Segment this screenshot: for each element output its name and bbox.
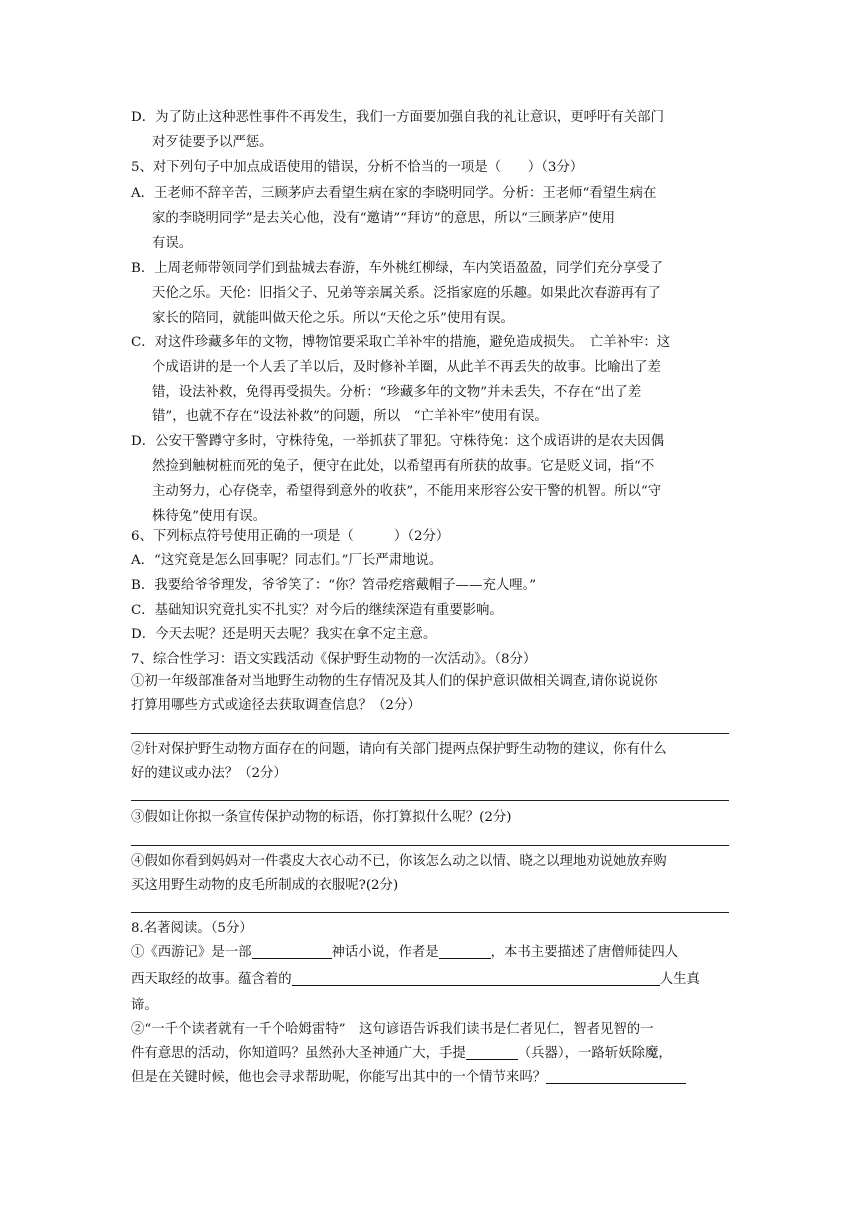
q7-part2-answer-line[interactable]	[131, 800, 729, 801]
q5-option-a-line2: 家的李晓明同学”是去关心他，没有“邀请”“拜访”的意思，所以“三顾茅庐”使用	[152, 211, 616, 226]
q8-part2-line3	[131, 1069, 731, 1087]
q8-part1-line1	[131, 944, 731, 962]
q5-option-c-line4: 错”，也就不存在“设法补救”的问题，所以 “亡羊补牢”使用有误。	[152, 409, 548, 424]
q5-option-b-line1: B．上周老师带领同学们到盐城去春游，车外桃红柳绿，车内笑语盈盈，同学们充分享受了	[131, 261, 664, 276]
q7-part1-answer-line[interactable]	[131, 733, 729, 734]
weapon-blank[interactable]	[466, 1045, 518, 1060]
q8-text: 西天取经的故事。蕴含着的	[131, 972, 292, 987]
q7-part4-answer-line[interactable]	[131, 912, 729, 913]
q5-option-c-line1: C．对这件珍藏多年的文物，博物馆要采取亡羊补牢的措施，避免造成损失。 亡羊补牢：这	[131, 335, 671, 350]
q8-part2-line2	[131, 1045, 731, 1063]
q8-part1-line3: 谛。	[131, 998, 158, 1013]
q7-part3-answer-line[interactable]	[131, 845, 729, 846]
q7-part3: ③假如让你拟一条宣传保护动物的标语，你打算拟什么呢？(2分)	[131, 810, 512, 825]
q5-option-d-line4: 株待兔”使用有误。	[152, 509, 266, 524]
q7-part2-line1: ②针对保护野生动物方面存在的问题，请向有关部门提两点保护野生动物的建议，你有什么	[131, 742, 667, 757]
q7-part1-line2: 打算用哪些方式或途径去获取调查信息？（2分）	[131, 698, 421, 713]
q5-option-a-line1: A．王老师不辞辛苦，三顾茅庐去看望生病在家的李晓明同学。分析：王老师“看望生病在	[131, 186, 657, 201]
q6-option-b: B．我要给爷爷理发，爷爷笑了：“你？笤帚疙瘩戴帽子——充人哩。”	[131, 578, 537, 593]
q8-part2-line1: ②“一千个读者就有一千个哈姆雷特” 这句谚语告诉我们读书是仁者见仁，智者见智的一	[131, 1022, 654, 1037]
q8-text: 但是在关键时候，他也会寻求帮助呢，你能写出其中的一个情节来吗？	[131, 1070, 547, 1085]
plot-blank[interactable]	[546, 1069, 686, 1084]
q8-part1-line2	[131, 971, 731, 989]
life-truth-blank[interactable]	[292, 971, 660, 986]
q8-text: 人生真	[659, 972, 700, 987]
q6-option-d: D．今天去呢？还是明天去呢？我实在拿不定主意。	[131, 627, 437, 642]
q4-option-d-line2: 对歹徒要予以严惩。	[152, 135, 273, 150]
q7-part4-line1: ④假如你看到妈妈对一件裘皮大衣心动不已，你该怎么动之以情、晓之以理地劝说她放弃购	[131, 854, 667, 869]
q5-option-b-line2: 天伦之乐。天伦：旧指父子、兄弟等亲属关系。泛指家庭的乐趣。如果此次春游再有了	[152, 286, 661, 301]
q6-option-c: C．基础知识究竟扎实不扎实？对今后的继续深造有重要影响。	[131, 603, 503, 618]
q8-text: ，本书主要描述了唐僧师徒四人	[490, 945, 679, 960]
author-blank[interactable]	[439, 944, 491, 959]
q4-option-d-line1: D．为了防止这种恶性事件不再发生，我们一方面要加强自我的礼让意识，更呼吁有关部门	[131, 110, 664, 125]
q8-text: 件有意思的活动，你知道吗？虽然孙大圣神通广大，手提	[131, 1046, 466, 1061]
q7-part4-line2: 买这用野生动物的皮毛所制成的衣服呢?(2分)	[131, 878, 399, 893]
q5-option-a-line3: 有误。	[152, 236, 193, 251]
q5-option-d-line3: 主动努力，心存侥幸，希望得到意外的收获”，不能用来形容公安干警的机智。所以“守	[152, 484, 662, 499]
q8-text: （兵器），一路斩妖除魔，	[517, 1046, 672, 1061]
q6-option-a: A．“这究竟是怎么回事呢？同志们。”厂长严肃地说。	[131, 553, 443, 568]
q6-stem: 6、下列标点符号使用正确的一项是（ ）（2分）	[131, 529, 450, 544]
q5-option-c-line2: 个成语讲的是一个人丢了羊以后，及时修补羊圈，从此羊不再丢失的故事。比喻出了差	[152, 360, 661, 375]
q5-stem: 5、对下列句子中加点成语使用的错误，分析不恰当的一项是（ ）（3分）	[131, 160, 584, 175]
q7-stem: 7、综合性学习：语文实践活动《保护野生动物的一次活动》。（8分）	[131, 652, 537, 667]
q8-text: 神话小说，作者是	[331, 945, 439, 960]
q8-text: ①《西游记》是一部	[131, 945, 252, 960]
q7-part1-line1: ①初一年级部准备对当地野生动物的生存情况及其人们的保护意识做相关调查,请你说说你	[131, 674, 658, 689]
q8-stem: 8.名著阅读。（5分）	[131, 921, 253, 936]
genre-blank[interactable]	[252, 944, 332, 959]
q7-part2-line2: 好的建议或办法？（2分）	[131, 766, 287, 781]
q5-option-b-line3: 家长的陪同，就能叫做天伦之乐。所以“天伦之乐”使用有误。	[152, 311, 514, 326]
q5-option-d-line2: 然捡到触树桩而死的兔子，便守在此处，以希望再有所获的故事。它是贬义词，指“不	[152, 459, 655, 474]
q5-option-c-line3: 错，设法补救，免得再受损失。分析：“珍藏多年的文物”并未丢失，不存在“出了差	[152, 385, 642, 400]
q5-option-d-line1: D．公安干警蹲守多时，守株待兔，一举抓获了罪犯。守株待兔：这个成语讲的是农夫因偶	[131, 434, 664, 449]
